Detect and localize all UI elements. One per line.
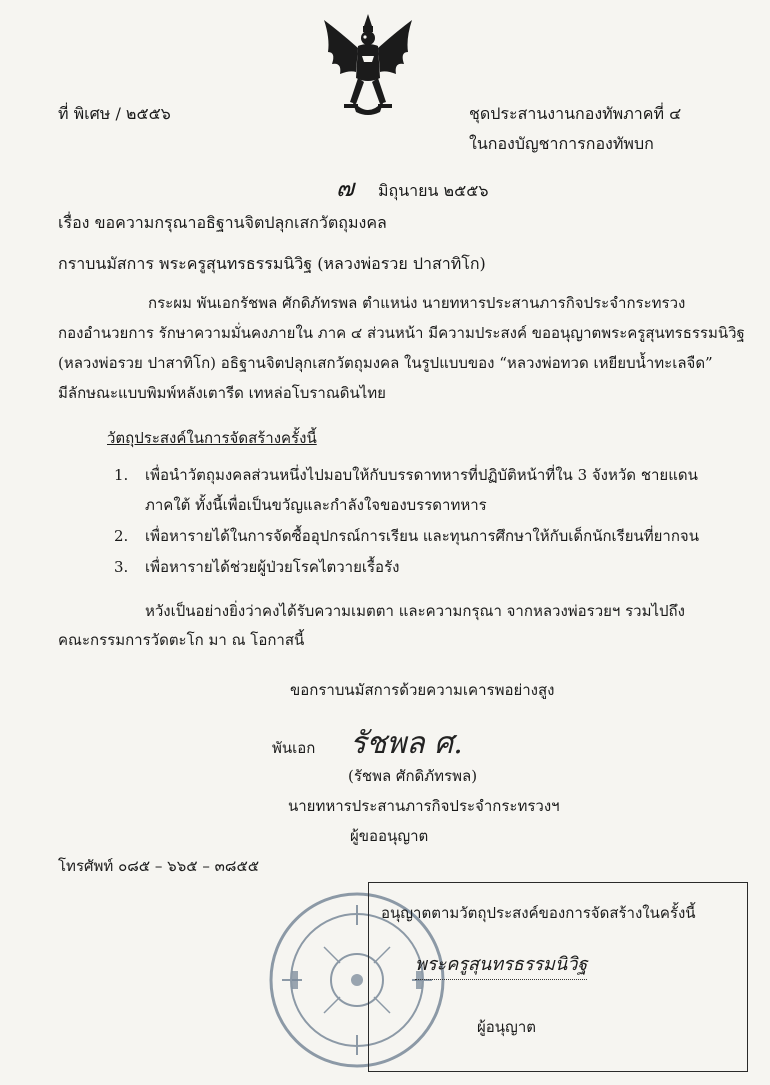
phone-number: โทรศัพท์ ๐๘๕ – ๖๖๕ – ๓๘๕๕ <box>58 857 260 875</box>
approver-role: ผู้อนุญาต <box>477 1018 536 1036</box>
date-day: ๗ <box>336 174 355 202</box>
reference-number: ที่ พิเศษ / ๒๕๕๖ <box>58 104 171 123</box>
objective-3-line-1: เพื่อหารายได้ช่วยผู้ป่วยโรคไตวายเรื้อรัง <box>145 558 400 576</box>
body-paragraph-1-line-1: กระผม พันเอกรัชพล ศักดิภัทรพล ตำแหน่ง นายทหารประสานภารกิจประจำกระทรวง <box>148 294 686 312</box>
objectives-heading: วัตถุประสงค์ในการจัดสร้างครั้งนี้ <box>107 429 317 447</box>
signer-name: (รัชพล ศักดิภัทรพล) <box>348 767 478 785</box>
signer-signature: รัชพล ศ. <box>350 726 463 761</box>
body-paragraph-1-line-4: มีลักษณะแบบพิมพ์หลังเตารีด เทหล่อโบราณดินไทย <box>58 384 386 402</box>
body-paragraph-1-line-2: กองอำนวยการ รักษาความมั่นคงภายใน ภาค ๔ ส่วนหน้า มีความประสงค์ ขออนุญาตพระครูสุนทรธรรมนิวิฐ <box>58 324 745 342</box>
body-paragraph-2-line-1: หวังเป็นอย่างยิ่งว่าคงได้รับความเมตตา และความกรุณา จากหลวงพ่อรวยฯ รวมไปถึง <box>145 602 685 620</box>
garuda-emblem-icon <box>322 12 414 120</box>
body-paragraph-2-line-2: คณะกรรมการวัดตะโก มา ณ โอกาสนี้ <box>58 631 305 649</box>
organization-line-2: ในกองบัญชาการกองทัพบก <box>469 134 654 153</box>
signer-role: ผู้ขออนุญาต <box>350 827 429 845</box>
objective-1-line-1: เพื่อนำวัตถุมงคลส่วนหนึ่งไปมอบให้กับบรรดาทหารที่ปฏิบัติหน้าที่ใน 3 จังหวัด ชายแดน <box>145 466 698 484</box>
objective-2-number: 2. <box>114 527 129 545</box>
objective-2-line-1: เพื่อหารายได้ในการจัดซื้ออุปกรณ์การเรียน และทุนการศึกษาให้กับเด็กนักเรียนที่ยากจน <box>145 527 699 545</box>
objective-1-line-2: ภาคใต้ ทั้งนี้เพื่อเป็นขวัญและกำลังใจของบรรดาทหาร <box>145 496 487 514</box>
approval-box <box>368 882 748 1072</box>
date-month-year: มิถุนายน ๒๕๕๖ <box>378 181 489 200</box>
objective-3-number: 3. <box>114 558 129 576</box>
signer-position: นายทหารประสานภารกิจประจำกระทรวงฯ <box>288 797 560 815</box>
salutation-line: กราบนมัสการ พระครูสุนทรธรรมนิวิฐ (หลวงพ่อรวย ปาสาทิโก) <box>58 254 486 273</box>
approval-text: อนุญาตตามวัตถุประสงค์ของการจัดสร้างในครั้งนี้ <box>381 904 696 922</box>
organization-line-1: ชุดประสานงานกองทัพภาคที่ ๔ <box>469 104 682 123</box>
signer-rank: พันเอก <box>272 739 316 757</box>
approver-signature: พระครูสุนทรธรรมนิวิฐ <box>415 953 587 980</box>
objective-1-number: 1. <box>114 466 129 484</box>
subject-line: เรื่อง ขอความกรุณาอธิฐานจิตปลุกเสกวัตถุมงคล <box>58 213 387 232</box>
closing-phrase: ขอกราบนมัสการด้วยความเคารพอย่างสูง <box>290 681 555 699</box>
body-paragraph-1-line-3: (หลวงพ่อรวย ปาสาทิโก) อธิฐานจิตปลุกเสกวัตถุมงคล ในรูปแบบของ “หลวงพ่อทวด เหยียบน้ำทะเลจืด” <box>58 354 713 372</box>
